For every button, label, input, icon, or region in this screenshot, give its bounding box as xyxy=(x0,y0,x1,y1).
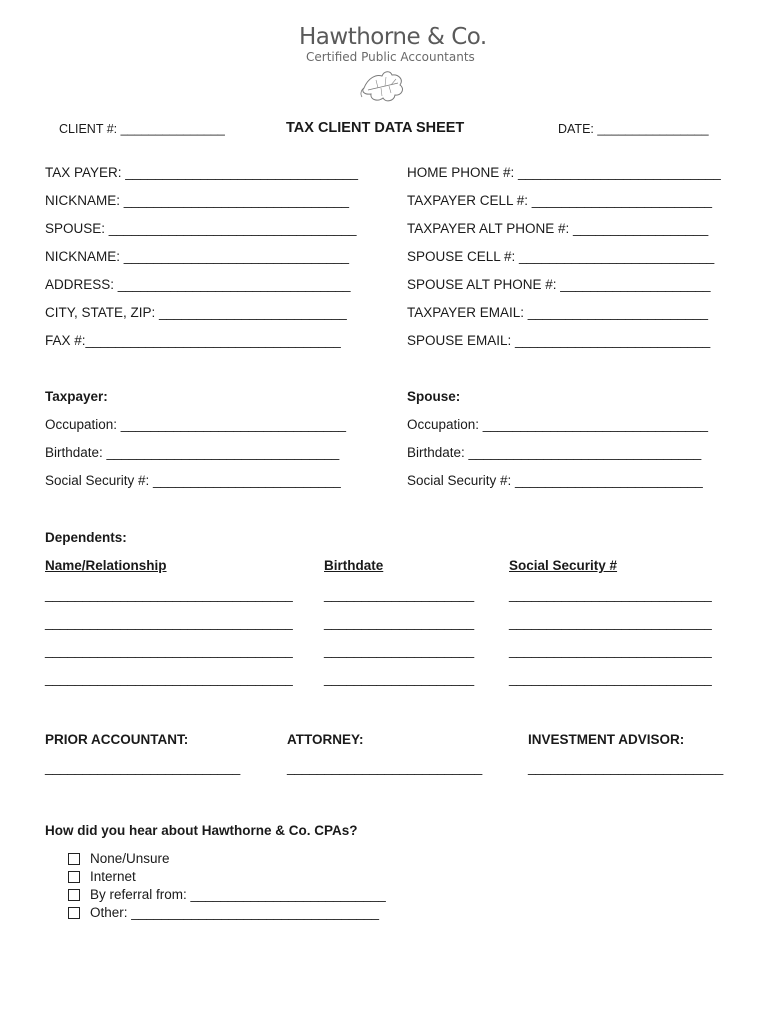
dependent-ssn-line[interactable]: ___________________________ xyxy=(509,671,712,686)
taxpayer-birthdate-field[interactable]: Birthdate: _______________________________ xyxy=(45,445,340,460)
dependent-birthdate-line[interactable]: ____________________ xyxy=(324,643,475,658)
dependents-column-birthdate: Birthdate xyxy=(324,558,384,573)
spouse-name-field[interactable]: SPOUSE: _________________________________ xyxy=(45,221,357,236)
attorney-label: ATTORNEY: xyxy=(287,732,364,747)
spouse-ssn-field[interactable]: Social Security #: _________________________ xyxy=(407,473,703,488)
fax-field[interactable]: FAX #:__________________________________ xyxy=(45,333,341,348)
spouse-heading: Spouse: xyxy=(407,389,461,404)
referral-option-label: Internet xyxy=(90,869,136,884)
spouse-email-field[interactable]: SPOUSE EMAIL: __________________________ xyxy=(407,333,711,348)
dependent-ssn-line[interactable]: ___________________________ xyxy=(509,615,712,630)
home-phone-field[interactable]: HOME PHONE #: ___________________________ xyxy=(407,165,721,180)
referral-option-label: By referral from: __________________________ xyxy=(90,887,386,902)
spouse-occupation-field[interactable]: Occupation: ______________________________ xyxy=(407,417,709,432)
taxpayer-email-field[interactable]: TAXPAYER EMAIL: ________________________ xyxy=(407,305,708,320)
oak-leaf-icon xyxy=(358,66,408,106)
spouse-nickname-field[interactable]: NICKNAME: ______________________________ xyxy=(45,249,350,264)
dependent-name-line[interactable]: _________________________________ xyxy=(45,671,293,686)
spouse-cell-field[interactable]: SPOUSE CELL #: __________________________ xyxy=(407,249,715,264)
investment-advisor-label: INVESTMENT ADVISOR: xyxy=(528,732,685,747)
checkbox[interactable] xyxy=(68,907,80,919)
page-title: TAX CLIENT DATA SHEET xyxy=(286,120,465,136)
city-state-zip-field[interactable]: CITY, STATE, ZIP: _________________________ xyxy=(45,305,347,320)
referral-question: How did you hear about Hawthorne & Co. CPAs? xyxy=(45,823,358,838)
prior-accountant-line[interactable]: __________________________ xyxy=(45,760,241,775)
taxpayer-cell-field[interactable]: TAXPAYER CELL #: ________________________ xyxy=(407,193,712,208)
dependent-name-line[interactable]: _________________________________ xyxy=(45,587,293,602)
dependent-birthdate-line[interactable]: ____________________ xyxy=(324,615,475,630)
attorney-line[interactable]: __________________________ xyxy=(287,760,483,775)
dependent-ssn-line[interactable]: ___________________________ xyxy=(509,587,712,602)
referral-option-label: None/Unsure xyxy=(90,851,170,866)
taxpayer-nickname-field[interactable]: NICKNAME: ______________________________ xyxy=(45,193,350,208)
taxpayer-heading: Taxpayer: xyxy=(45,389,108,404)
spouse-birthdate-field[interactable]: Birthdate: _______________________________ xyxy=(407,445,702,460)
checkbox[interactable] xyxy=(68,871,80,883)
date-field[interactable]: DATE: ________________ xyxy=(558,122,709,136)
dependents-heading: Dependents: xyxy=(45,530,127,545)
dependent-birthdate-line[interactable]: ____________________ xyxy=(324,587,475,602)
prior-accountant-label: PRIOR ACCOUNTANT: xyxy=(45,732,189,747)
company-logo-tagline: Certified Public Accountants xyxy=(306,50,475,64)
company-logo-name: Hawthorne & Co. xyxy=(299,24,487,50)
address-field[interactable]: ADDRESS: _______________________________ xyxy=(45,277,351,292)
dependent-ssn-line[interactable]: ___________________________ xyxy=(509,643,712,658)
referral-option-label: Other: _________________________________ xyxy=(90,905,380,920)
taxpayer-name-field[interactable]: TAX PAYER: _______________________________ xyxy=(45,165,359,180)
taxpayer-ssn-field[interactable]: Social Security #: _________________________ xyxy=(45,473,341,488)
taxpayer-occupation-field[interactable]: Occupation: ______________________________ xyxy=(45,417,347,432)
checkbox[interactable] xyxy=(68,889,80,901)
spouse-alt-phone-field[interactable]: SPOUSE ALT PHONE #: ____________________ xyxy=(407,277,711,292)
checkbox[interactable] xyxy=(68,853,80,865)
dependent-name-line[interactable]: _________________________________ xyxy=(45,615,293,630)
dependent-name-line[interactable]: _________________________________ xyxy=(45,643,293,658)
client-number-field[interactable]: CLIENT #: _______________ xyxy=(59,122,225,136)
taxpayer-alt-phone-field[interactable]: TAXPAYER ALT PHONE #: __________________ xyxy=(407,221,709,236)
dependents-column-name: Name/Relationship xyxy=(45,558,167,573)
investment-advisor-line[interactable]: __________________________ xyxy=(528,760,724,775)
dependents-column-ssn: Social Security # xyxy=(509,558,618,573)
dependent-birthdate-line[interactable]: ____________________ xyxy=(324,671,475,686)
